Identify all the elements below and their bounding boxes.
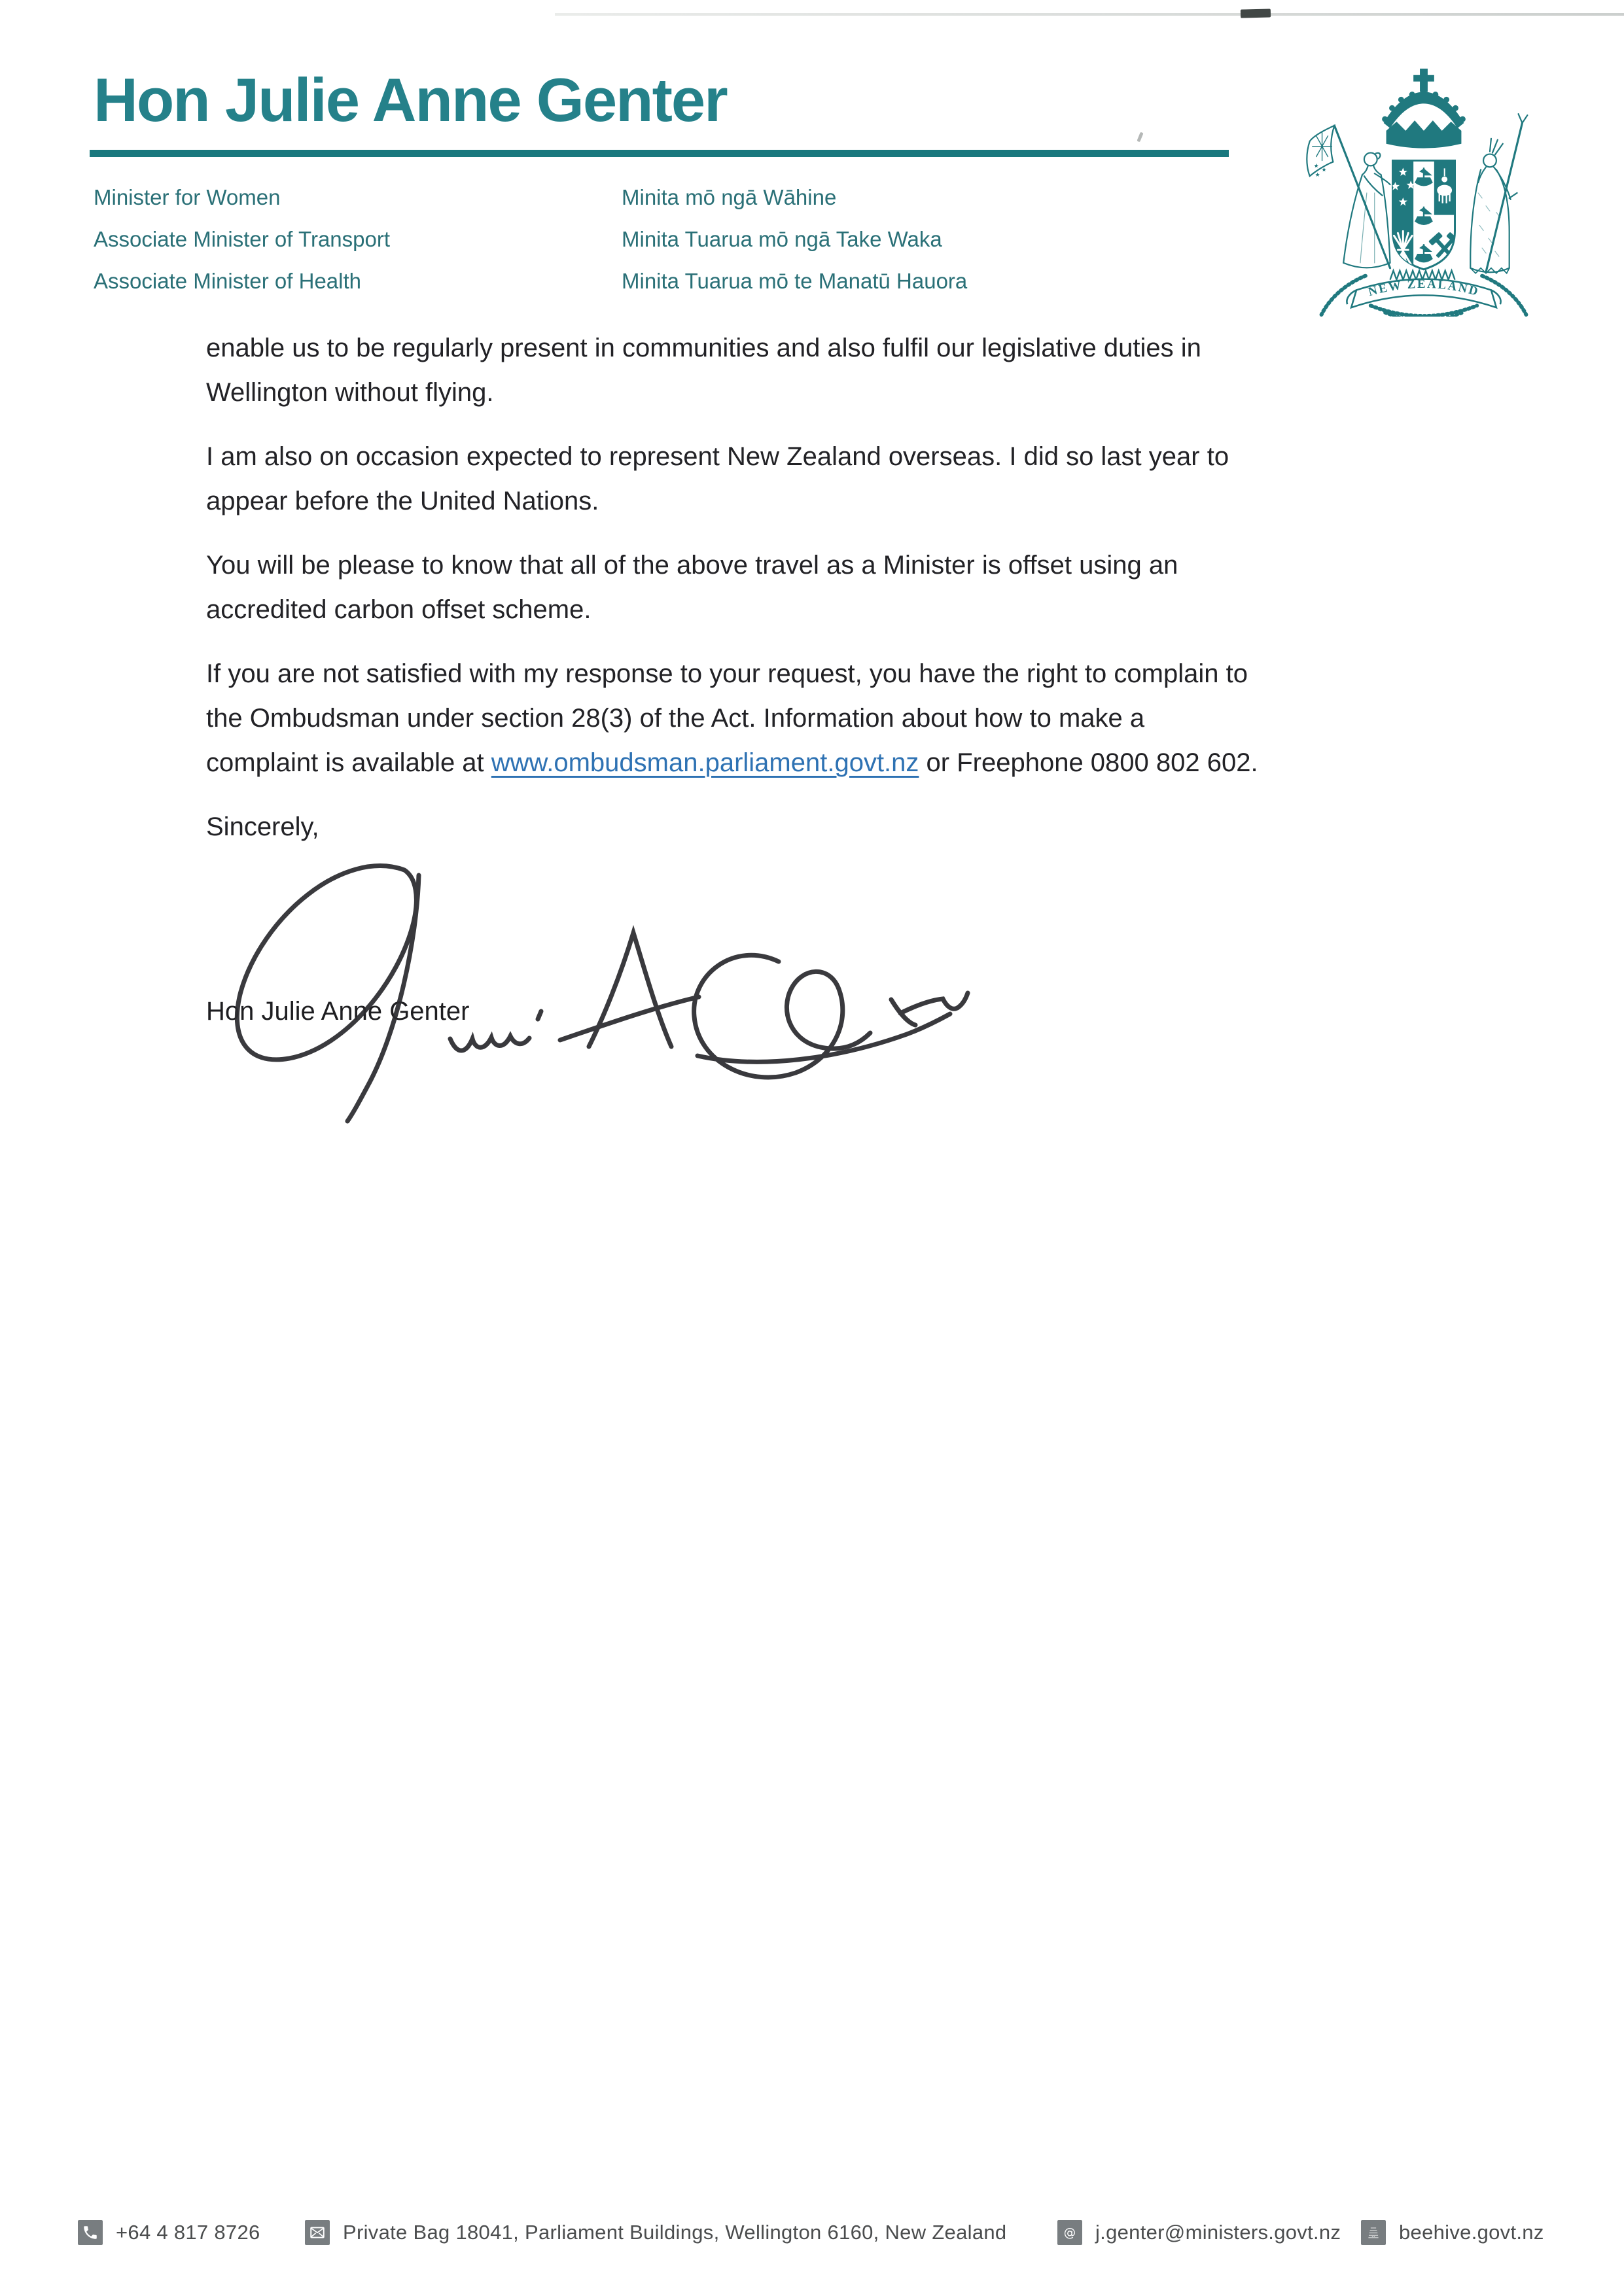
envelope-icon	[305, 2220, 330, 2245]
footer-email	[1057, 2220, 1341, 2245]
paragraph-4-line-2: the Ombudsman under section 28(3) of the Act. Information about how to make a	[206, 704, 1145, 733]
closing-salutation: Sincerely,	[206, 812, 319, 841]
role-minister-women: Minister for Women	[94, 185, 281, 209]
scan-artifact-speck	[1137, 132, 1143, 143]
paragraph-2	[206, 434, 1502, 523]
signatory-name: Hon Julie Anne Genter	[206, 997, 470, 1026]
link-line-post: or Freephone 0800 802 602.	[919, 748, 1258, 777]
crest-left-supporter	[1307, 126, 1390, 268]
footer-website-label: beehive.govt.nz	[1399, 2221, 1544, 2244]
crest-crown	[1382, 69, 1466, 148]
letter-body	[206, 326, 1502, 849]
roles-english	[94, 177, 390, 302]
crest-right-supporter	[1470, 114, 1527, 273]
footer-email-label: j.genter@ministers.govt.nz	[1095, 2221, 1341, 2244]
role-assoc-transport: Associate Minister of Transport	[94, 227, 391, 251]
role-minita-hauora: Minita Tuarua mō te Manatū Hauora	[622, 269, 968, 293]
role-assoc-health: Associate Minister of Health	[94, 269, 362, 293]
crest-banner	[1347, 277, 1500, 307]
paragraph-4	[206, 652, 1502, 785]
phone-icon	[78, 2220, 103, 2245]
footer-address	[305, 2220, 1006, 2245]
crest-motto-text: NEW ZEALAND	[1366, 277, 1481, 300]
paragraph-4-line-3	[206, 740, 1502, 785]
paragraph-3	[206, 543, 1502, 632]
paragraph-1	[206, 326, 1502, 415]
footer-phone	[78, 2220, 260, 2245]
svg-text:@: @	[1063, 2225, 1076, 2240]
paragraph-2-line-2: appear before the United Nations.	[206, 487, 599, 515]
letterhead-name: Hon Julie Anne Genter	[94, 65, 727, 134]
scan-artifact-dash	[1241, 9, 1271, 18]
paragraph-3-line-2: accredited carbon offset scheme.	[206, 595, 591, 624]
nz-coat-of-arms	[1294, 63, 1553, 317]
footer-website	[1361, 2220, 1544, 2245]
paragraph-1-line-2: Wellington without flying.	[206, 378, 494, 407]
role-minita-wahine: Minita mō ngā Wāhine	[622, 185, 837, 209]
paragraph-4-line-1: If you are not satisfied with my response to your request, you have the right to complain to	[206, 659, 1248, 688]
footer-phone-label: +64 4 817 8726	[116, 2221, 260, 2244]
beehive-icon	[1361, 2220, 1386, 2245]
letterhead-rule	[90, 150, 1229, 157]
crest-shield	[1391, 160, 1461, 273]
footer-address-label: Private Bag 18041, Parliament Buildings, Wellington 6160, New Zealand	[343, 2221, 1007, 2244]
paragraph-3-line-1: You will be please to know that all of the above travel as a Minister is offset using an	[206, 551, 1178, 580]
link-line-pre: complaint is available at	[206, 748, 491, 777]
paragraph-1-line-1: enable us to be regularly present in communities and also fulfil our legislative duties in	[206, 334, 1201, 362]
handwritten-signature	[196, 843, 1047, 1143]
role-minita-waka: Minita Tuarua mō ngā Take Waka	[622, 227, 942, 251]
scan-artifact-line	[555, 13, 1624, 16]
roles-maori	[622, 177, 967, 302]
at-icon	[1057, 2220, 1082, 2245]
paragraph-2-line-1: I am also on occasion expected to represent New Zealand overseas. I did so last year to	[206, 442, 1229, 471]
ombudsman-link[interactable]: www.ombudsman.parliament.govt.nz	[491, 748, 919, 777]
